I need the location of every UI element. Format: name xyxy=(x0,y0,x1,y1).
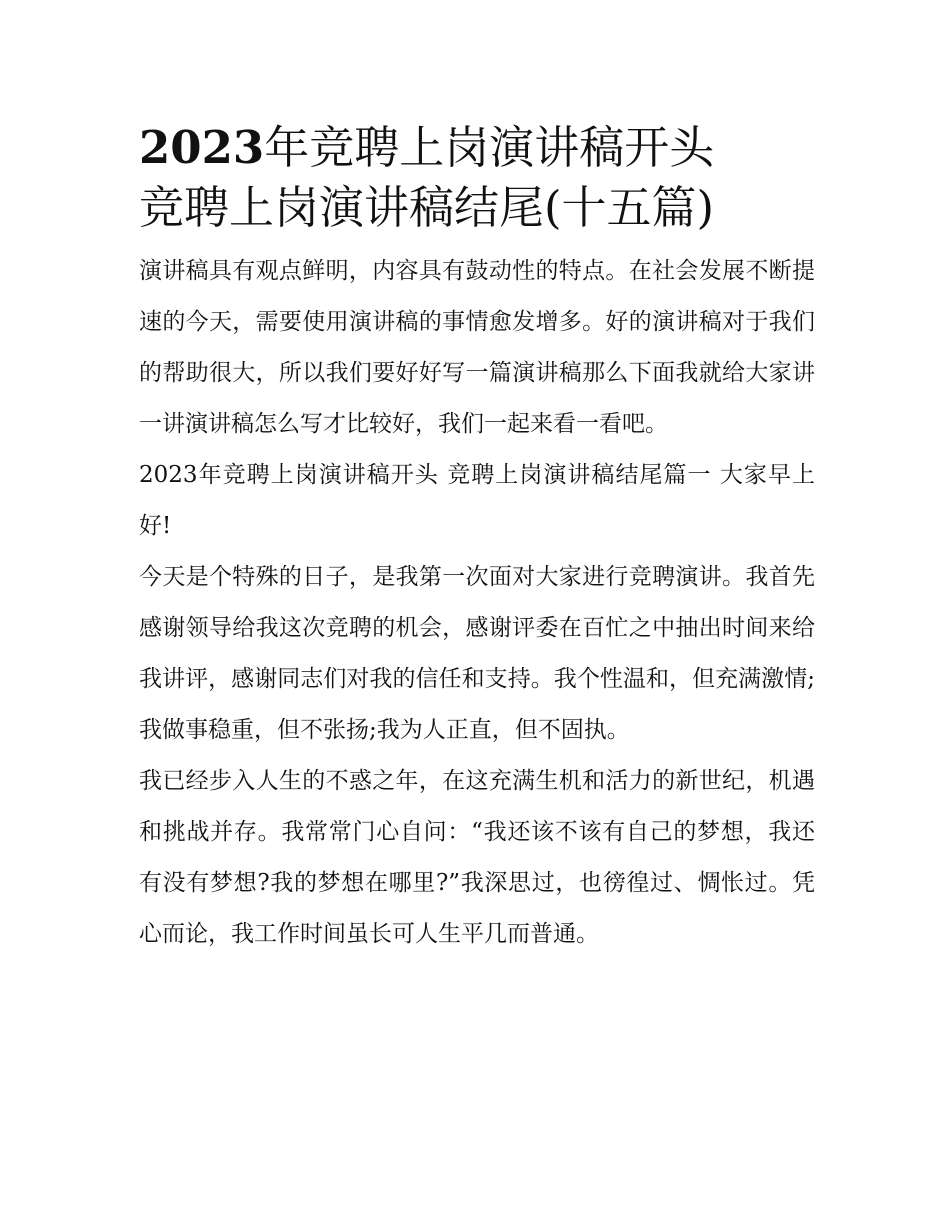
body-paragraph: 我已经步入人生的不惑之年，在这充满生机和活力的新世纪，机遇和挑战并存。我常常门心自问：“我还该不该有自己的梦想，我还有没有梦想?我的梦想在哪里?”我深思过，也徬徨过、惆怅过。凭心而论，我工作时间虽长可人生平几而普通。 xyxy=(139,768,815,947)
title-line-1 xyxy=(139,118,815,178)
title-line-2: 竞聘上岗演讲稿结尾(十五篇) xyxy=(139,181,715,234)
document-title xyxy=(139,118,815,238)
title-year: 2023 xyxy=(139,121,265,174)
body-paragraph: 今天是个特殊的日子，是我第一次面对大家进行竞聘演讲。我首先感谢领导给我这次竞聘的机会，感谢评委在百忙之中抽出时间来给我讲评，感谢同志们对我的信任和支持。我个性温和，但充满激情;我做事稳重，但不张扬;我为人正直，但不固执。 xyxy=(139,564,815,743)
document-page xyxy=(139,118,815,960)
title-line-1-text: 年竞聘上岗演讲稿开头 xyxy=(264,121,715,174)
intro-paragraph: 演讲稿具有观点鲜明，内容具有鼓动性的特点。在社会发展不断提速的今天，需要使用演讲稿的事情愈发增多。好的演讲稿对于我们的帮助很大，所以我们要好好写一篇演讲稿那么下面我就给大家讲一讲演讲稿怎么写才比较好，我们一起来看一看吧。 xyxy=(139,258,815,437)
section-heading-paragraph: 2023年竞聘上岗演讲稿开头 竞聘上岗演讲稿结尾篇一 大家早上好! xyxy=(139,462,815,539)
